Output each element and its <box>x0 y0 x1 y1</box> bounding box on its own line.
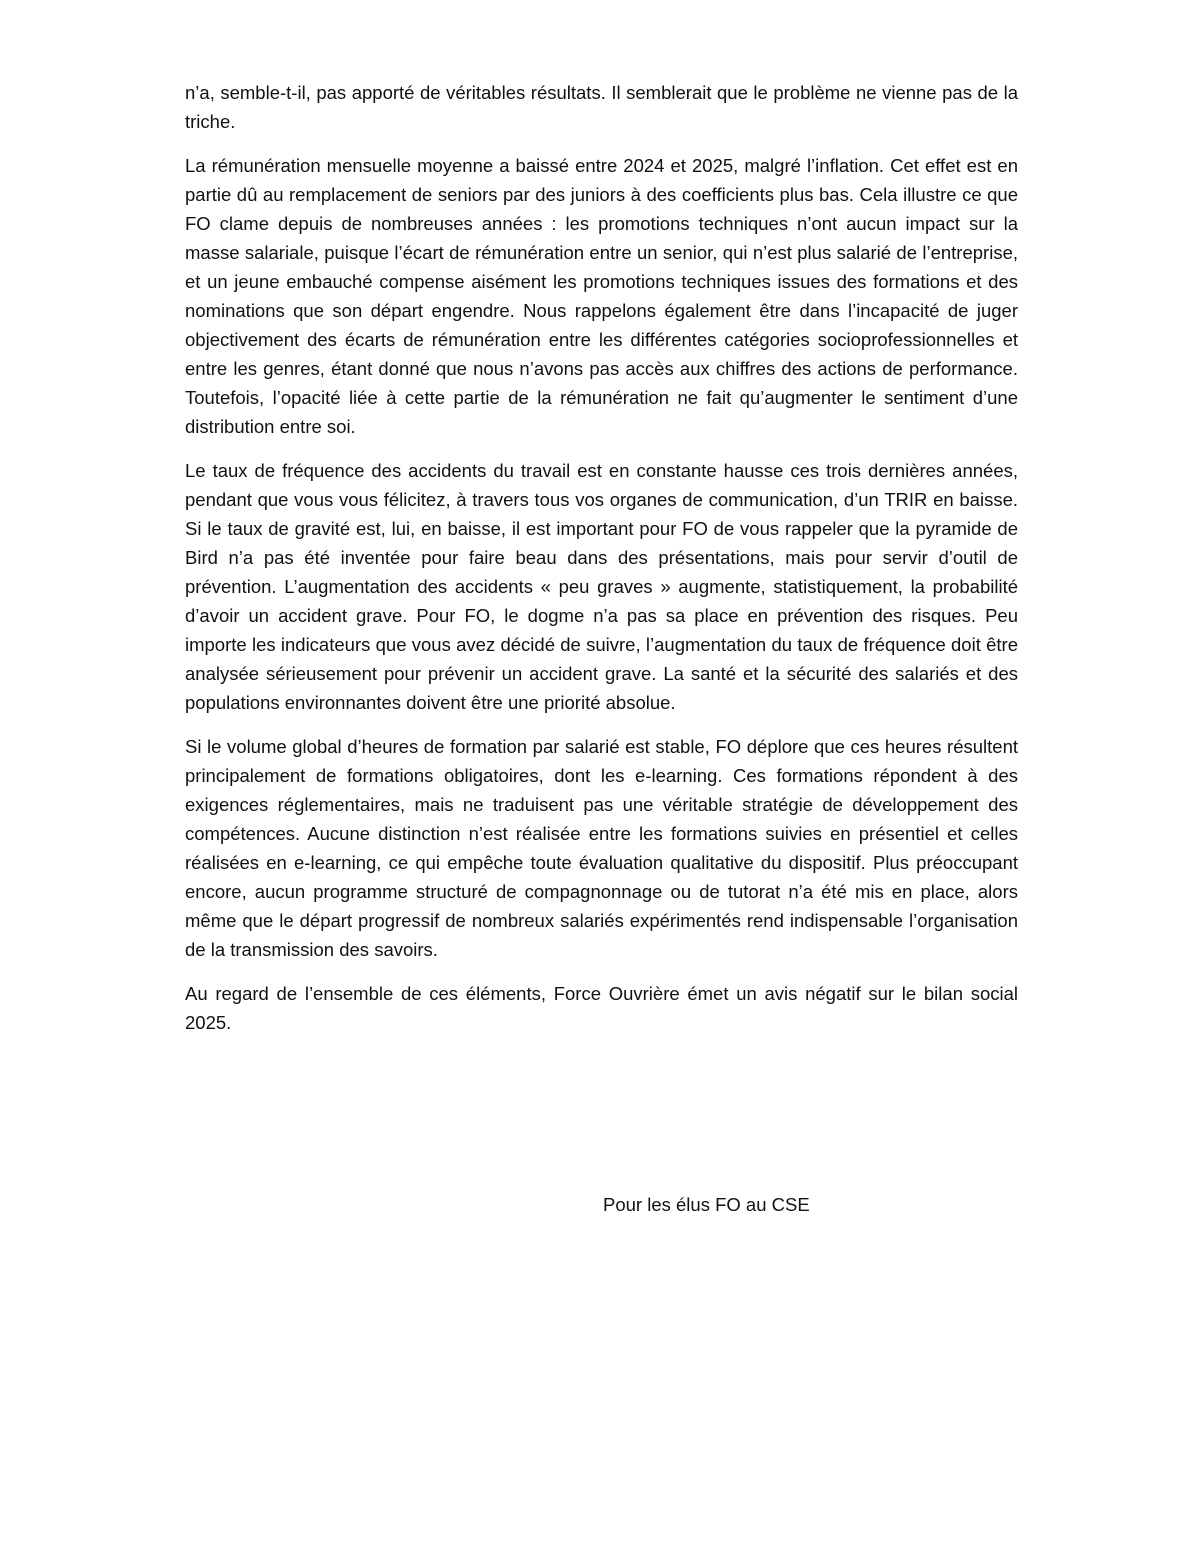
paragraph-formation: Si le volume global d’heures de formation par salarié est stable, FO déplore que ces heures résultent principalement de formations obligatoires, dont les e-learning. Ces formations répondent à des exigences réglementaires, mais ne traduisent pas une véritable stratégie de développement des compétences. Aucune distinction n’est réalisée entre les formations suivies en présentiel et celles réalisées en e-learning, ce qui empêche toute évaluation qualitative du dispositif. Plus préoccupant encore, aucun programme structuré de compagnonnage ou de tutorat n’a été mis en place, alors même que le départ progressif de nombreux salariés expérimentés rend indispensable l’organisation de la transmission des savoirs. <box>185 736 1018 960</box>
paragraph-remuneration: La rémunération mensuelle moyenne a baissé entre 2024 et 2025, malgré l’inflation. Cet effet est en partie dû au remplacement de seniors par des juniors à des coefficients plus bas. Cela illustre ce que FO clame depuis de nombreuses années : les promotions techniques n’ont aucun impact sur la masse salariale, puisque l’écart de rémunération entre un senior, qui n’est plus salarié de l’entreprise, et un jeune embauché compense aisément les promotions techniques issues des formations et des nominations que son départ engendre. Nous rappelons également être dans l’incapacité de juger objectivement des écarts de rémunération entre les différentes catégories socioprofessionnelles et entre les genres, étant donné que nous n’avons pas accès aux chiffres des actions de performance. Toutefois, l’opacité liée à cette partie de la rémunération ne fait qu’augmenter le sentiment d’une distribution entre soi. <box>185 155 1018 437</box>
paragraph-conclusion: Au regard de l’ensemble de ces éléments, Force Ouvrière émet un avis négatif sur le bilan social 2025. <box>185 983 1018 1033</box>
paragraph-accidents: Le taux de fréquence des accidents du travail est en constante hausse ces trois dernières années, pendant que vous vous félicitez, à travers tous vos organes de communication, d’un TRIR en baisse. Si le taux de gravité est, lui, en baisse, il est important pour FO de vous rappeler que la pyramide de Bird n’a pas été inventée pour faire beau dans des présentations, mais pour servir d’outil de prévention. L’augmentation des accidents « peu graves » augmente, statistiquement, la probabilité d’avoir un accident grave. Pour FO, le dogme n’a pas sa place en prévention des risques. Peu importe les indicateurs que vous avez décidé de suivre, l’augmentation du taux de fréquence doit être analysée sérieusement pour prévenir un accident grave. La santé et la sécurité des salariés et des populations environnantes doivent être une priorité absolue. <box>185 460 1018 713</box>
document-body <box>185 78 1018 1052</box>
paragraph-continuation: n’a, semble-t-il, pas apporté de véritables résultats. Il semblerait que le problème ne vienne pas de la triche. <box>185 82 1018 132</box>
signature-line: Pour les élus FO au CSE <box>603 1194 810 1215</box>
